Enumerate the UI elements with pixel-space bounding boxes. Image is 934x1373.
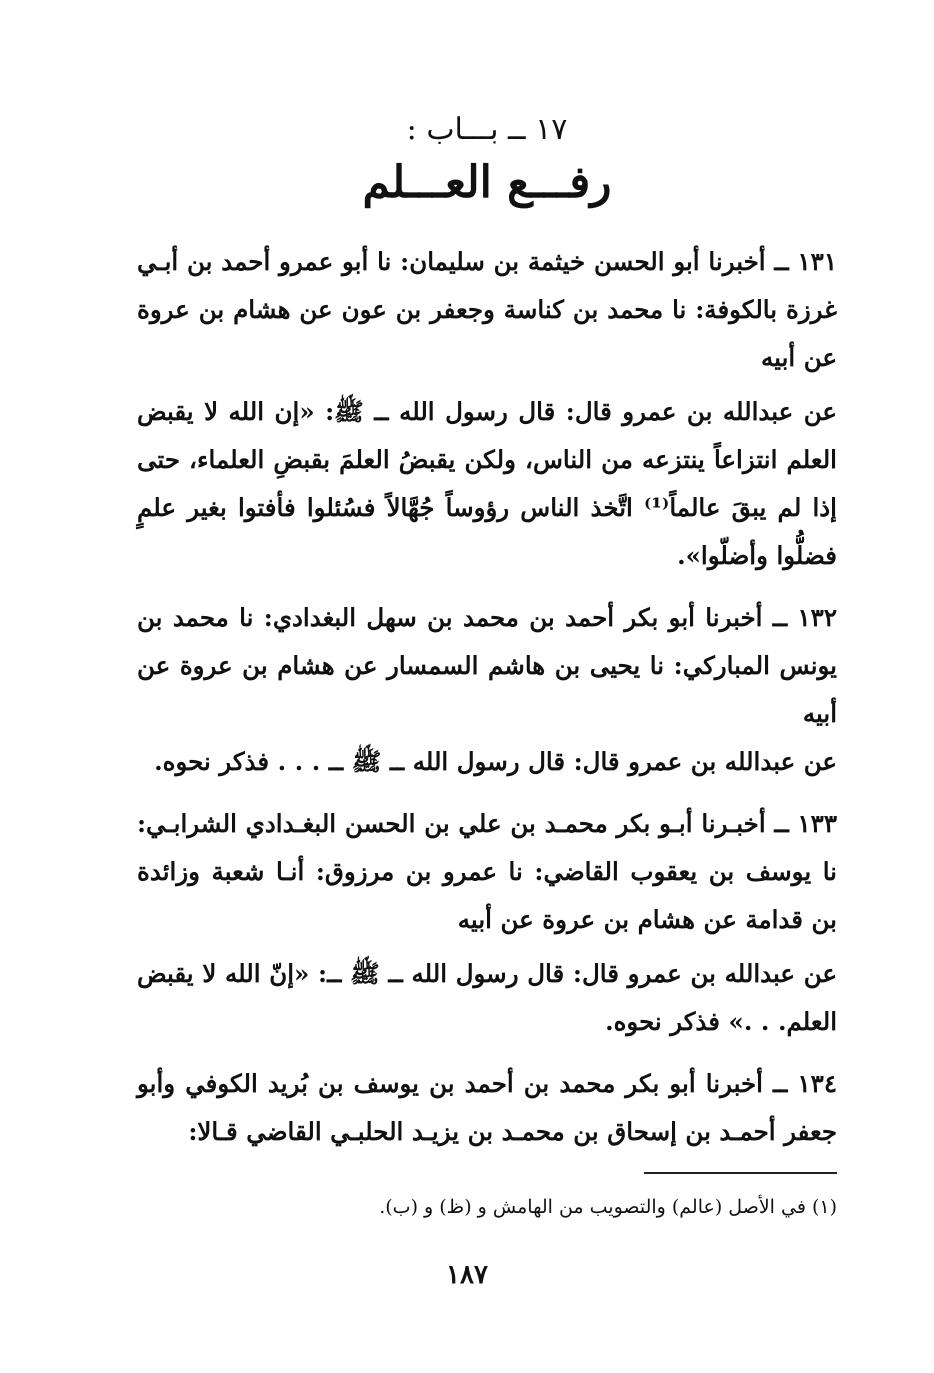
hadith-133-isnad: ١٣٣ ــ أخبـرنا أبـو بكر محمـد بن علي بن الحسن البغـدادي الشرابـي: نا يوسف بن يعقوب القاضي: نا عمرو بن مرزوق: أنـا شعبة وزائدة بن قدامة عن هشام بن عروة عن أبيه xyxy=(137,809,837,934)
hadith-134-isnad: ١٣٤ ــ أخبرنا أبو بكر محمد بن أحمد بن يوسف بن بُريد الكوفي وأبو جعفر أحمـد بن إسحاق بن محمـد بن يزيـد الحلبـي القاضي قـالا: xyxy=(137,1069,837,1146)
hadith-132-isnad: ١٣٢ ــ أخبرنا أبو بكر أحمد بن محمد بن سهل البغدادي: نا محمد بن يونس المباركي: نا يحيى بن هاشم السمسار عن هشام بن عروة عن أبيه xyxy=(137,603,837,728)
chapter-number: ١٧ ــ بـــاب : xyxy=(406,112,568,147)
footnote: (١) في الأصل (عالم) والتصويب من الهامش و (ظ) و (ب). xyxy=(379,1196,837,1218)
hadith-131-isnad: ١٣١ ــ أخبرنا أبو الحسن خيثمة بن سليمان: نا أبو عمرو أحمد بن أبـي غرزة بالكوفة: نا محمد بن كناسة وجعفر بن عون عن هشام بن عروة عن أبيه xyxy=(137,247,837,372)
footnote-divider xyxy=(644,1172,837,1174)
page-number: ١٨٧ xyxy=(446,1260,488,1290)
hadith-132-matn: عن عبدالله بن عمرو قال: قال رسول الله ــ ﷺ ــ . . . فذكر نحوه. xyxy=(154,747,837,776)
hadith-133-matn: عن عبدالله بن عمرو قال: قال رسول الله ــ ﷺ ــ: «إنّ الله لا يقبض العلم. . .» فذكر نحوه. xyxy=(137,959,837,1036)
hadith-131-matn: عن عبدالله بن عمرو قال: قال رسول الله ــ ﷺ: «إن الله لا يقبض العلم انتزاعاً ينتزعه من الناس، ولكن يقبضُ العلمَ بقبضِ العلماء، حتى إذا لم يبقَ عالماً⁽¹⁾ اتَّخذ الناس رؤوساً جُهَّالاً فسُئلوا فأفتوا بغير علمٍ فضلُّوا وأضلّوا». xyxy=(137,397,837,570)
page-body xyxy=(137,110,837,1156)
chapter-title: رفـــع العـــلم xyxy=(362,157,612,208)
